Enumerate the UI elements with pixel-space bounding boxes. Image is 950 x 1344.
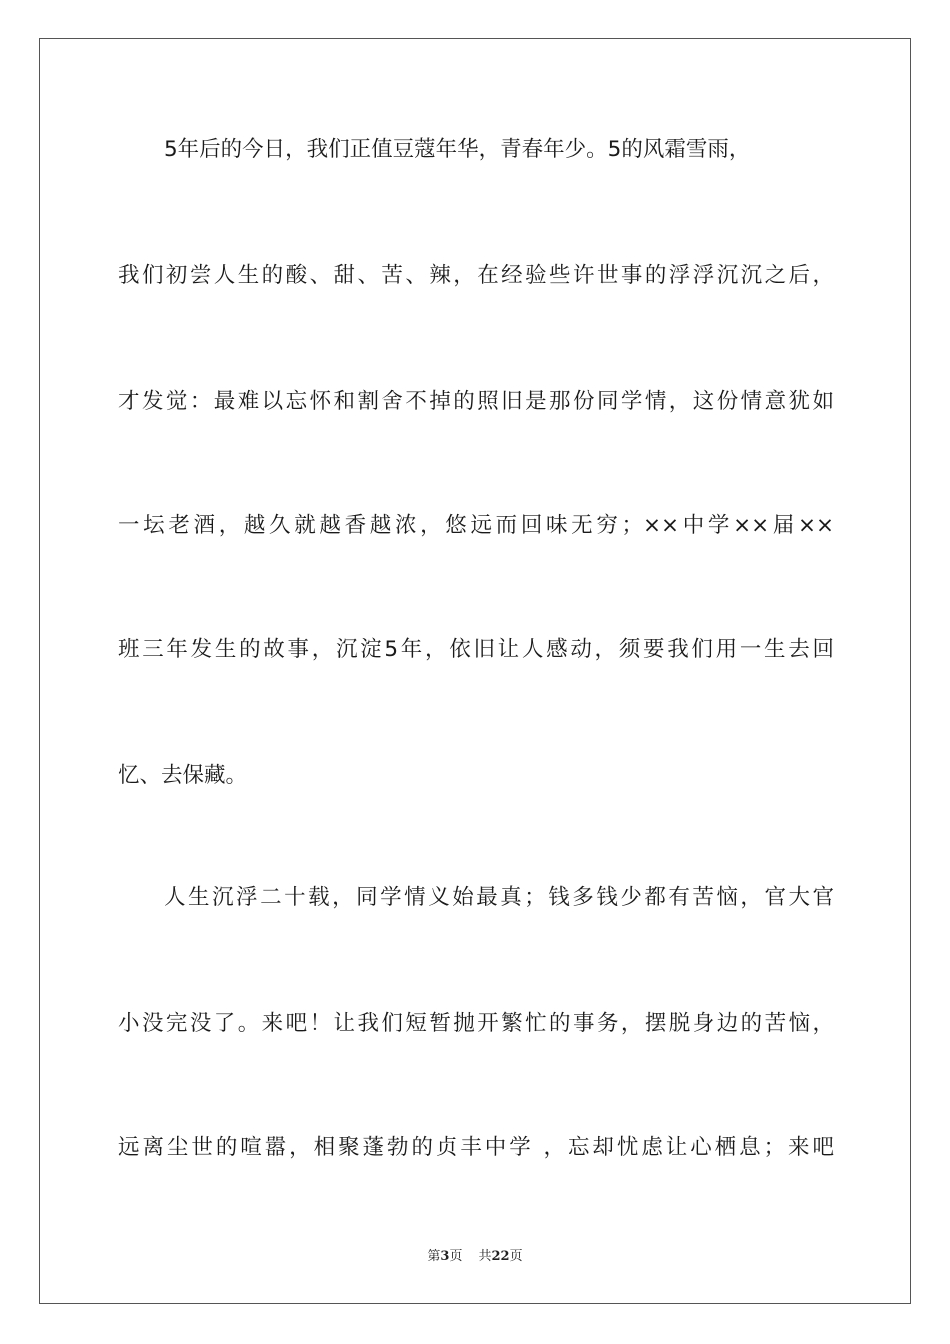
page-suffix: 页 [449, 1249, 463, 1264]
paragraph-1-line-4: 一坛老酒，越久就越香越浓，悠远而回味无穷；××中学××届×× [118, 513, 834, 538]
page-prefix: 第 [427, 1249, 441, 1264]
page-footer [0, 1248, 950, 1266]
paragraph-1-line-2: 我们初尝人生的酸、甜、苦、辣，在经验些许世事的浮浮沉沉之后， [118, 263, 834, 288]
total-page-number: 22 [491, 1249, 510, 1264]
paragraph-2-line-2: 小没完没了。来吧！让我们短暂抛开繁忙的事务，摆脱身边的苦恼， [118, 1011, 834, 1036]
paragraph-2-line-3: 远离尘世的喧嚣，相聚蓬勃的贞丰中学 ，忘却忧虑让心栖息；来吧 [118, 1135, 834, 1160]
paragraph-1-line-6: 忆、去保藏。 [118, 763, 248, 788]
paragraph-1-line-5: 班三年发生的故事，沉淀5年，依旧让人感动，须要我们用一生去回 [118, 637, 834, 662]
page-border [39, 38, 911, 1304]
total-suffix: 页 [509, 1249, 523, 1264]
current-page-number: 3 [440, 1249, 450, 1264]
total-prefix: 共 [478, 1249, 492, 1264]
paragraph-1-line-3: 才发觉：最难以忘怀和割舍不掉的照旧是那份同学情，这份情意犹如 [118, 389, 834, 414]
paragraph-2-line-1: 人生沉浮二十载，同学情义始最真；钱多钱少都有苦恼，官大官 [164, 885, 834, 910]
paragraph-1-line-1: 5年后的今日，我们正值豆蔻年华，青春年少。5的风霜雪雨， [164, 137, 751, 162]
